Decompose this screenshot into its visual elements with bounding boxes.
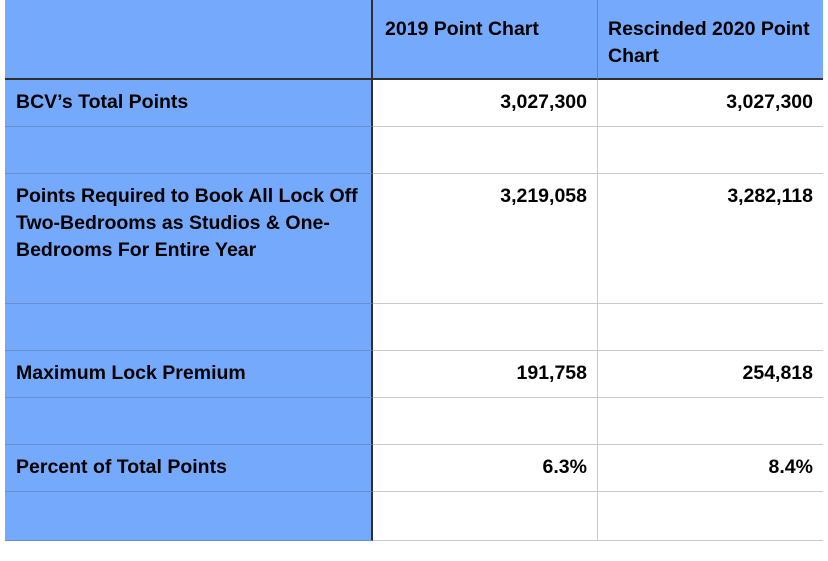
row-label-points-required: Points Required to Book All Lock Off Two-Bedrooms as Studios & One-Bedrooms For Entire Year (5, 174, 373, 304)
value-2020-empty (598, 127, 823, 174)
row-label-empty (5, 127, 373, 174)
value-2019-empty (373, 304, 598, 351)
value-2020-percent-total: 8.4% (598, 445, 823, 492)
row-label-percent-total: Percent of Total Points (5, 445, 373, 492)
value-2020-max-lock-premium: 254,818 (598, 351, 823, 398)
value-2019-points-required: 3,219,058 (373, 174, 598, 304)
value-2019-total-points: 3,027,300 (373, 80, 598, 127)
value-2020-empty (598, 398, 823, 445)
header-corner-cell (5, 0, 373, 80)
column-header-2019: 2019 Point Chart (373, 0, 598, 80)
comparison-table (5, 0, 823, 541)
value-2020-total-points: 3,027,300 (598, 80, 823, 127)
value-2019-empty (373, 398, 598, 445)
value-2019-empty (373, 127, 598, 174)
value-2019-percent-total: 6.3% (373, 445, 598, 492)
row-label-max-lock-premium: Maximum Lock Premium (5, 351, 373, 398)
value-2019-max-lock-premium: 191,758 (373, 351, 598, 398)
value-2020-empty (598, 492, 823, 541)
row-label-empty (5, 398, 373, 445)
row-label-empty (5, 304, 373, 351)
value-2019-empty (373, 492, 598, 541)
row-label-total-points: BCV’s Total Points (5, 80, 373, 127)
value-2020-points-required: 3,282,118 (598, 174, 823, 304)
value-2020-empty (598, 304, 823, 351)
row-label-empty (5, 492, 373, 541)
column-header-2020: Rescinded 2020 Point Chart (598, 0, 823, 80)
